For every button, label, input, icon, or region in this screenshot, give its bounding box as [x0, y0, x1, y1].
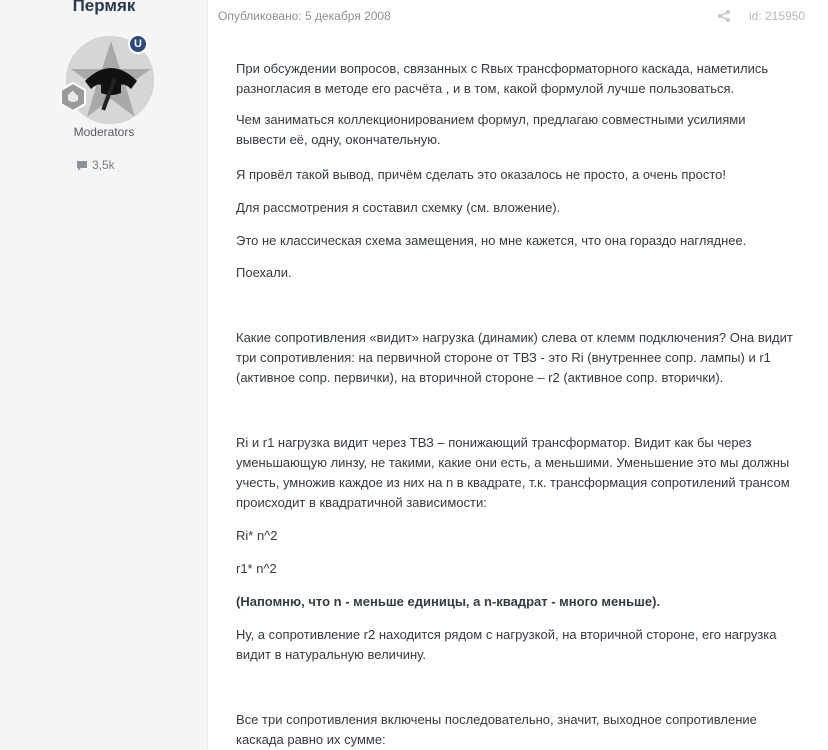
post-paragraph: (Напомню, что n - меньше единицы, а n-квадрат - много меньше). [236, 594, 661, 609]
post-paragraph: r1* n^2 [236, 561, 277, 576]
moderator-badge: U [128, 34, 148, 54]
post-paragraph: Я провёл такой вывод, причём сделать это оказалось не просто, а очень просто! [236, 167, 727, 182]
reputation [76, 158, 115, 172]
post-paragraph: Чем заниматься коллекционированием формул, предлагаю совместными усилиями вывести её, одну, окончательную. [236, 112, 746, 147]
post-paragraph: Это не классическая схема замещения, но мне кажется, что она гораздо нагляднее. [236, 233, 747, 248]
post-paragraph: При обсуждении вопросов, связанных с Rвых трансформаторного каскада, наметились разногласия в методе его расчёта , и в том, какой формулой лучше пользоваться. [236, 61, 769, 96]
post-paragraph: Ri и r1 нагрузка видит через ТВЗ – понижающий трансформатор. Видит как бы через уменьшающую линзу, не такими, какие они есть, а меньшими. Уменьшение это мы должны учесть, умножив каждое из них на n в квадрате, т.к. трансформация сопротилений трансом происходит в квадратичной зависимости: [236, 435, 790, 510]
post-paragraph: Ну, а сопротивление r2 находится рядом с нагрузкой, на вторичной стороне, его нагрузка видит в натуральную величину. [236, 627, 777, 662]
comment-icon [76, 160, 88, 171]
post-paragraph: Какие сопротивления «видит» нагрузка (динамик) слева от клемм подключения? Она видит три сопротивления: на первичной стороне от ТВЗ - это Ri (внутреннее сопр. лампы) и r1 (активное сопр. первички), на вторичной стороне – r2 (активное сопр. вторички). [236, 330, 793, 385]
post-paragraph: Поехали. [236, 265, 292, 280]
share-icon[interactable] [717, 9, 731, 23]
avatar-container[interactable] [58, 30, 158, 130]
author-group: Moderators [73, 125, 135, 139]
reputation-count: 3,5k [92, 158, 115, 172]
author-panel [0, 0, 208, 750]
post-date[interactable]: Опубликовано: 5 декабря 2008 [218, 9, 391, 23]
post-paragraph: Все три сопротивления включены последовательно, значит, выходное сопротивление каскада равно их сумме: [236, 712, 757, 747]
author-name[interactable]: Пермяк [72, 0, 136, 15]
post-paragraph: Для рассмотрения я составил схемку (см. вложение). [236, 200, 561, 215]
post-id: id: 215950 [749, 9, 806, 23]
badge-icon [58, 82, 88, 112]
post-paragraph: Ri* n^2 [236, 528, 278, 543]
